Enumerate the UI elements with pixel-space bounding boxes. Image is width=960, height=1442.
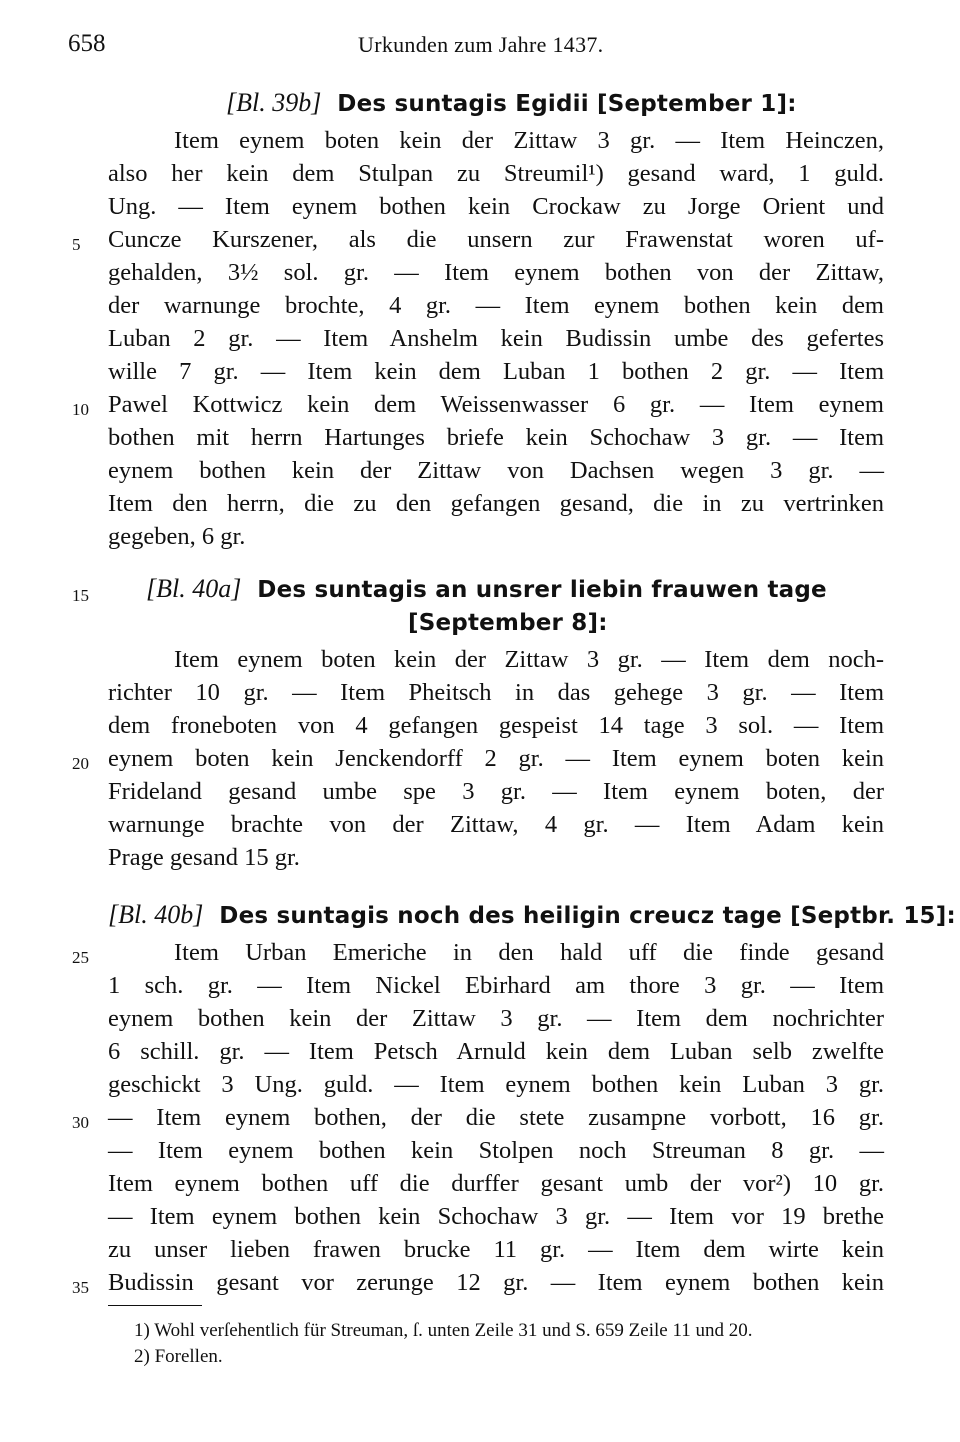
text-line: Prage gesand 15 gr.: [108, 844, 300, 871]
text-line: gehalden, 3½ sol. gr. — Item eynem bothen von der Zittaw,: [108, 259, 884, 286]
footnote-text: Wohl verſehentlich für Streuman, ſ. unten Zeile 31 und S. 659 Zeile 11 und 20.: [154, 1320, 753, 1341]
text-line: Ung. — Item eynem bothen kein Crockaw zu Jorge Orient und: [108, 193, 884, 220]
folio-reference: [Bl. 40a]: [146, 574, 242, 603]
text-line: 6 schill. gr. — Item Petsch Arnuld kein dem Luban selb zwelfte: [108, 1038, 884, 1065]
folio-reference: [Bl. 39b]: [226, 88, 322, 117]
text-line: wille 7 gr. — Item kein dem Luban 1 bothen 2 gr. — Item: [108, 358, 884, 385]
text-line: geschickt 3 Ung. guld. — Item eynem bothen kein Luban 3 gr.: [108, 1071, 884, 1098]
text-line: Frideland gesand umbe spe 3 gr. — Item eynem boten, der: [108, 778, 884, 805]
text-line: — Item eynem bothen kein Schochaw 3 gr. — Item vor 19 brethe: [108, 1203, 884, 1230]
page-number: 658: [68, 30, 106, 57]
text-line: eynem bothen kein der Zittaw von Dachsen wegen 3 gr. —: [108, 457, 884, 484]
section-title-date: [September 8]:: [408, 610, 608, 636]
section-title: Des suntagis an unsrer liebin frauwen tage: [257, 577, 827, 603]
text-line: 1 sch. gr. — Item Nickel Ebirhard am thore 3 gr. — Item: [108, 972, 884, 999]
text-line: Cuncze Kurszener, als die unsern zur Frawenstat woren uf-: [108, 226, 884, 253]
text-line: Item den herrn, die zu den gefangen gesand, die in zu vertrinken: [108, 490, 884, 517]
text-line: eynem bothen kein der Zittaw 3 gr. — Item dem nochrichter: [108, 1005, 884, 1032]
text-line: richter 10 gr. — Item Pheitsch in das gehege 3 gr. — Item: [108, 679, 884, 706]
text-line: Item Urban Emeriche in den hald uff die finde gesand: [174, 939, 884, 966]
section-title: Des suntagis noch des heiligin creucz tage [Septbr. 15]:: [219, 903, 956, 929]
line-number: 10: [72, 400, 89, 419]
text-line: Item eynem bothen uff die durffer gesant umb der vor²) 10 gr.: [108, 1170, 884, 1197]
text-line: dem froneboten von 4 gefangen gespeist 14 tage 3 sol. — Item: [108, 712, 884, 739]
text-line: — Item eynem bothen, der die stete zusampne vorbott, 16 gr.: [108, 1104, 884, 1131]
text-line: gegeben, 6 gr.: [108, 523, 246, 550]
text-line: Luban 2 gr. — Item Anshelm kein Budissin umbe des gefertes: [108, 325, 884, 352]
line-number: 5: [72, 235, 81, 254]
running-head: Urkunden zum Jahre 1437.: [358, 32, 604, 57]
text-line: eynem boten kein Jenckendorff 2 gr. — Item eynem boten kein: [108, 745, 884, 772]
line-number: 15: [72, 586, 89, 605]
text-line: Budissin gesant vor zerunge 12 gr. — Item eynem bothen kein: [108, 1269, 884, 1296]
line-number: 25: [72, 948, 89, 967]
footnote-mark: 2): [134, 1346, 150, 1367]
footnote-text: Forellen.: [154, 1346, 223, 1367]
line-number: 20: [72, 754, 89, 773]
folio-reference: [Bl. 40b]: [108, 900, 204, 929]
section-heading-1: [226, 88, 797, 118]
line-number: 35: [72, 1278, 89, 1297]
footnote-mark: 1): [134, 1320, 150, 1341]
text-line: zu unser lieben frawen brucke 11 gr. — Item dem wirte kein: [108, 1236, 884, 1263]
line-number: 30: [72, 1113, 89, 1132]
section-heading-3: [108, 900, 956, 930]
section-heading-2-continuation: [408, 607, 608, 636]
page-header: [68, 30, 888, 64]
section-title: Des suntagis Egidii [September 1]:: [337, 91, 797, 117]
footnote-2: [134, 1346, 223, 1368]
text-line: der warnunge brochte, 4 gr. — Item eynem bothen kein dem: [108, 292, 884, 319]
text-line: Item eynem boten kein der Zittaw 3 gr. — Item dem noch-: [174, 646, 884, 673]
section-heading-2: [146, 574, 827, 604]
text-line: also her kein dem Stulpan zu Streumil¹) gesand ward, 1 guld.: [108, 160, 884, 187]
text-line: bothen mit herrn Hartunges briefe kein Schochaw 3 gr. — Item: [108, 424, 884, 451]
text-line: warnunge brachte von der Zittaw, 4 gr. — Item Adam kein: [108, 811, 884, 838]
text-line: Item eynem boten kein der Zittaw 3 gr. — Item Heinczen,: [174, 127, 884, 154]
text-line: Pawel Kottwicz kein dem Weissenwasser 6 gr. — Item eynem: [108, 391, 884, 418]
footnote-rule: [108, 1305, 202, 1306]
footnote-1: [134, 1320, 753, 1342]
text-line: — Item eynem bothen kein Stolpen noch Streuman 8 gr. —: [108, 1137, 884, 1164]
